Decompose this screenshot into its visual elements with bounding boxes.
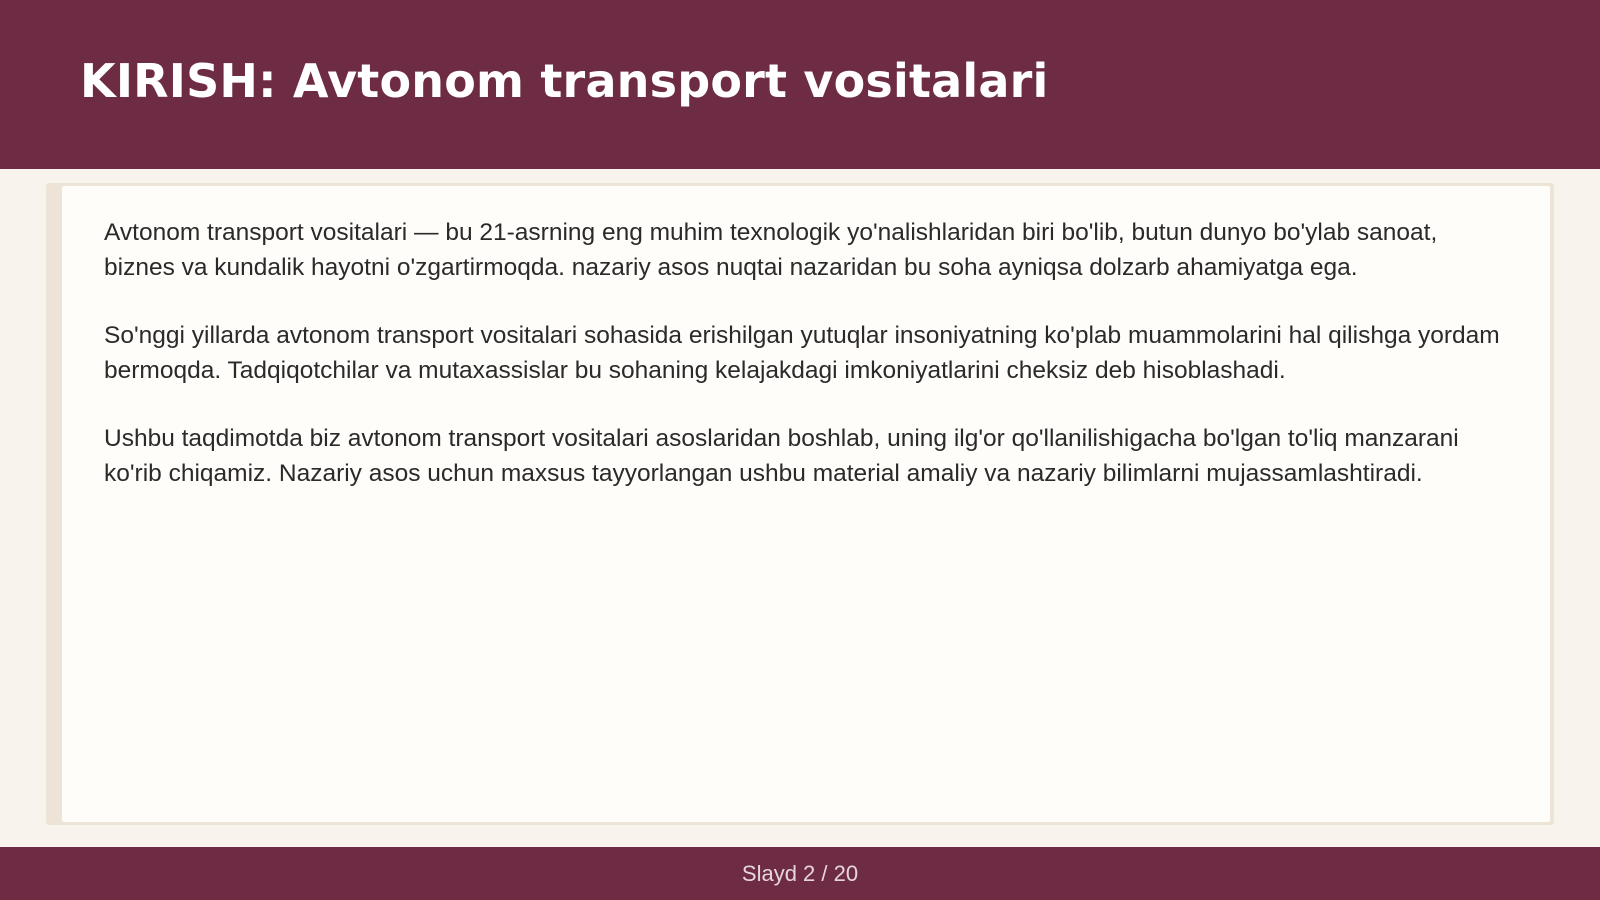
- slide-counter: Slayd 2 / 20: [741, 860, 859, 886]
- slide-header: [0, 0, 1600, 169]
- paragraph-achievements: So'nggi yillarda avtonom transport vositalari sohasida erishilgan yutuqlar insoniyatning ko'plab muammolarini hal qilishga yordam bermoqda. Tadqiqotchilar va mutaxassislar bu sohaning kelajakdagi imkoniyatlarini cheksiz deb hisoblashadi.: [104, 322, 1500, 384]
- content-panel: [62, 186, 1550, 822]
- slide-title: KIRISH: Avtonom transport vositalari: [80, 53, 1049, 108]
- slide-footer: [0, 847, 1600, 900]
- paragraph-intro: Avtonom transport vositalari — bu 21-asrning eng muhim texnologik yo'nalishlaridan biri bo'lib, butun dunyo bo'ylab sanoat, biznes va kundalik hayotni o'zgartirmoqda. nazariy asos nuqtai nazaridan bu soha ayniqsa dolzarb ahamiyatga ega.: [104, 219, 1438, 281]
- paragraph-overview: Ushbu taqdimotda biz avtonom transport vositalari asoslaridan boshlab, uning ilg'or qo'llanilishigacha bo'lgan to'liq manzarani ko'rib chiqamiz. Nazariy asos uchun maxsus tayyorlangan ushbu material amaliy va nazariy bilimlarni mujassamlashtiradi.: [104, 425, 1459, 487]
- content-frame: [46, 183, 1554, 825]
